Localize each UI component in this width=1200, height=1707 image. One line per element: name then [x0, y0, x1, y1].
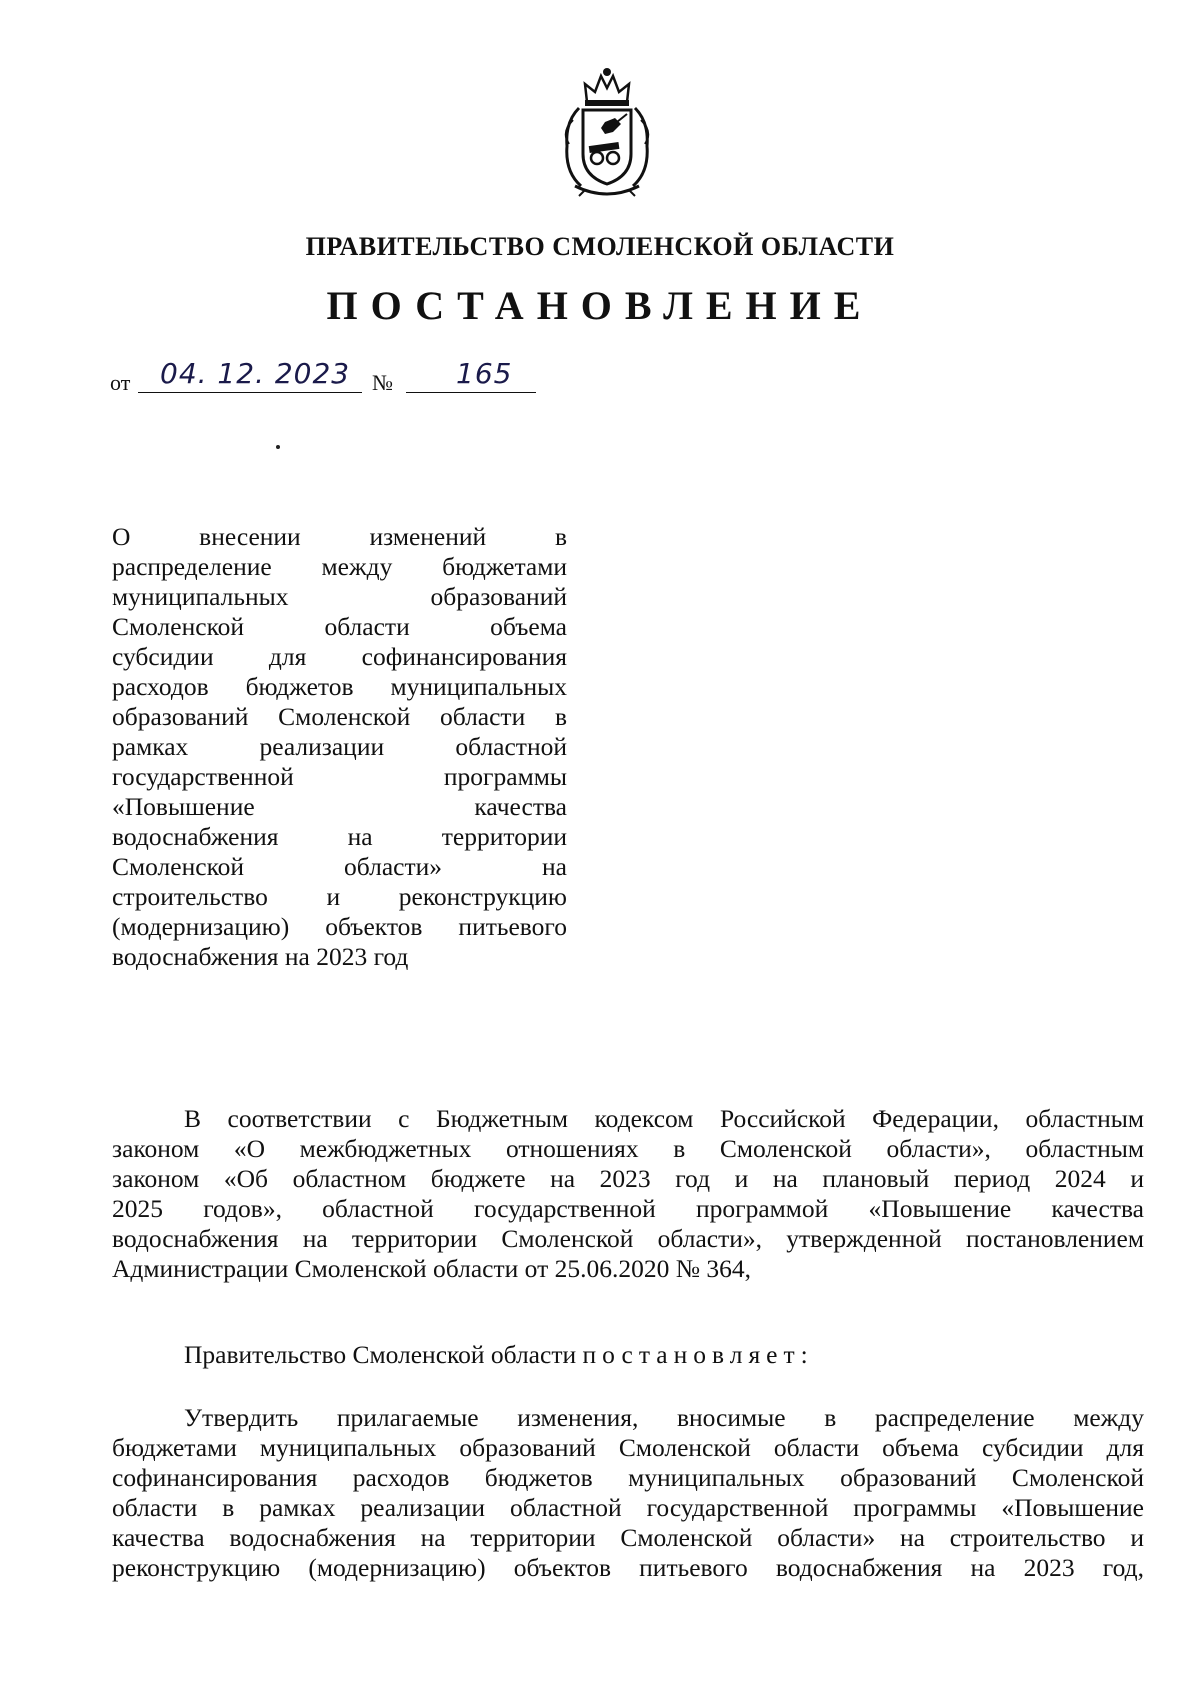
- subject-line: водоснабжения на территории: [112, 822, 567, 851]
- subject-line: государственной программы: [112, 762, 567, 791]
- paragraph-line: законом «О межбюджетных отношениях в Смоленской области», областным: [112, 1134, 1144, 1163]
- subject-line: (модернизацию) объектов питьевого: [112, 912, 567, 941]
- paragraph-line: качества водоснабжения на территории Смоленской области» на строительство и: [112, 1523, 1144, 1552]
- subject-line: Смоленской области объема: [112, 612, 567, 641]
- paragraph-line: Администрации Смоленской области от 25.06.2020 № 364,: [112, 1254, 752, 1283]
- date-label: от: [110, 370, 131, 395]
- decision-prefix: Правительство Смоленской области: [184, 1340, 577, 1369]
- paragraph-line: реконструкцию (модернизацию) объектов питьевого водоснабжения на 2023 год,: [112, 1553, 1144, 1582]
- paragraph-line: водоснабжения на территории Смоленской области», утвержденной постановлением: [112, 1224, 1144, 1253]
- subject-line: распределение между бюджетами: [112, 552, 567, 581]
- subject-line: субсидии для софинансирования: [112, 642, 567, 671]
- decision-paragraph: [112, 1340, 1144, 1370]
- subject-line: рамках реализации областной: [112, 732, 567, 761]
- decision-line: [112, 1340, 1144, 1370]
- resolution-paragraph: [112, 1403, 1144, 1583]
- date-field: [138, 356, 362, 393]
- subject-line: расходов бюджетов муниципальных: [112, 672, 567, 701]
- number-value: 165: [456, 357, 513, 390]
- paragraph-line: 2025 годов», областной государственной программой «Повышение качества: [112, 1194, 1144, 1223]
- stray-dot: [276, 445, 280, 449]
- paragraph-line: бюджетами муниципальных образований Смоленской области объема субсидии для: [112, 1433, 1144, 1462]
- paragraph-line: софинансирования расходов бюджетов муниципальных образований Смоленской: [112, 1463, 1144, 1492]
- subject-line: «Повышение качества: [112, 792, 567, 821]
- paragraph-line: В соответствии с Бюджетным кодексом Российской Федерации, областным: [184, 1104, 1144, 1133]
- preamble-paragraph: [112, 1104, 1144, 1284]
- subject-line: водоснабжения на 2023 год: [112, 942, 409, 971]
- organization-title: ПРАВИТЕЛЬСТВО СМОЛЕНСКОЙ ОБЛАСТИ: [305, 232, 895, 261]
- document-type-title: ПОСТАНОВЛЕНИЕ: [326, 283, 874, 328]
- paragraph-line: законом «Об областном бюджете на 2023 год и на плановый период 2024 и: [112, 1164, 1144, 1193]
- subject-line: Смоленской области» на: [112, 852, 567, 881]
- paragraph-line: области в рамках реализации областной государственной программы «Повышение: [112, 1493, 1144, 1522]
- document-subject: [112, 522, 567, 972]
- number-field: [406, 356, 536, 393]
- number-label: №: [372, 370, 393, 395]
- paragraph-line: Утвердить прилагаемые изменения, вносимые в распределение между: [184, 1403, 1144, 1432]
- subject-line: образований Смоленской области в: [112, 702, 567, 731]
- decision-verb: постановляет:: [582, 1340, 814, 1369]
- date-value: 04. 12. 2023: [160, 357, 351, 390]
- coat-of-arms-icon: [555, 62, 659, 198]
- subject-line: О внесении изменений в: [112, 522, 567, 551]
- subject-line: муниципальных образований: [112, 582, 567, 611]
- subject-line: строительство и реконструкцию: [112, 882, 567, 911]
